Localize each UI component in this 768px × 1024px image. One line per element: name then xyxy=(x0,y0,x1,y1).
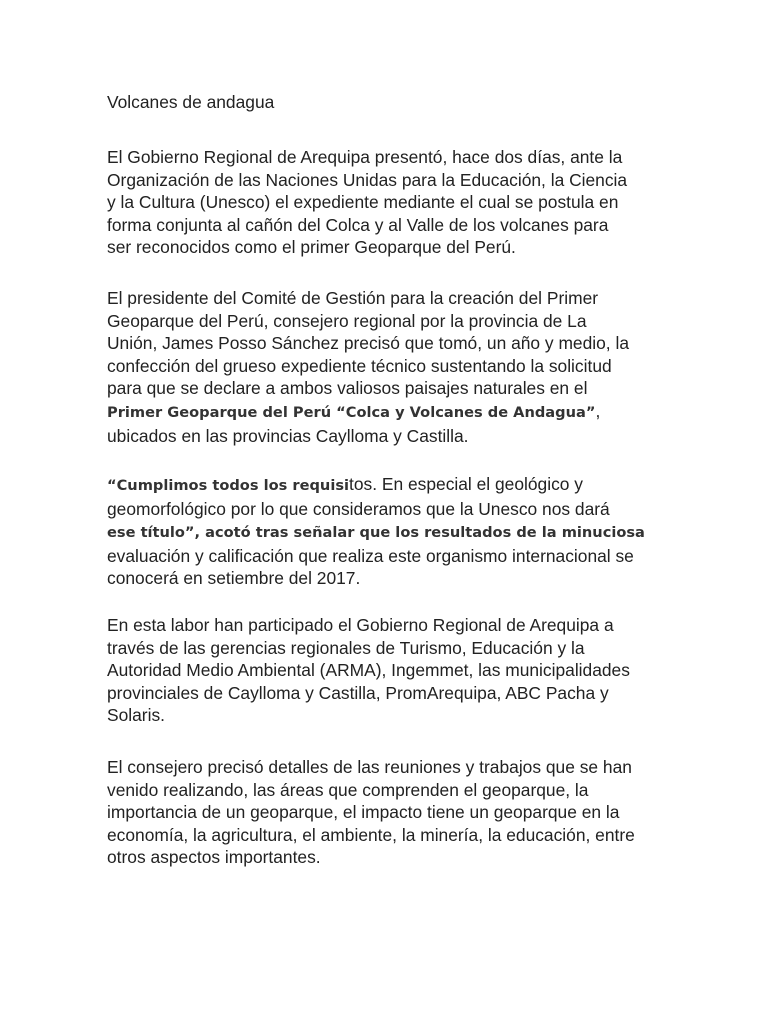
text-line: economía, la agricultura, el ambiente, la minería, la educación, entre xyxy=(107,824,635,845)
text-fragment: , xyxy=(595,400,601,421)
text-line: El Gobierno Regional de Arequipa presentó, hace dos días, ante la xyxy=(107,147,623,167)
text-line: y la Cultura (Unesco) el expediente mediante el cual se postula en xyxy=(107,192,619,213)
text-line: forma conjunta al cañón del Colca y al Valle de los volcanes para xyxy=(107,214,609,235)
text-line: El consejero precisó detalles de las reuniones y trabajos que se han xyxy=(107,757,632,777)
text-line-bold xyxy=(107,400,629,425)
text-line: ubicados en las provincias Caylloma y Castilla. xyxy=(107,425,469,446)
document-title: Volcanes de andagua xyxy=(107,92,275,112)
text-line: geomorfológico por lo que consideramos que la Unesco nos dará xyxy=(107,498,610,519)
bold-text: ese título”, acotó tras señalar que los resultados de la minuciosa xyxy=(107,524,645,542)
text-line: venido realizando, las áreas que comprenden el geoparque, la xyxy=(107,779,589,800)
text-line: En esta labor han participado el Gobierno Regional de Arequipa a xyxy=(107,615,614,635)
text-line xyxy=(107,473,645,498)
text-line: Organización de las Naciones Unidas para la Educación, la Ciencia xyxy=(107,169,628,190)
text-line: través de las gerencias regionales de Turismo, Educación y la xyxy=(107,637,585,658)
text-fragment: tos. En especial el geológico y xyxy=(349,474,583,494)
text-line: Geoparque del Perú, consejero regional por la provincia de La xyxy=(107,310,587,331)
paragraph-5 xyxy=(107,756,635,869)
text-line: confección del grueso expediente técnico sustentando la solicitud xyxy=(107,355,612,376)
bold-text: “Cumplimos todos los requisi xyxy=(107,477,350,494)
paragraph-4 xyxy=(107,614,630,727)
bold-text: Primer Geoparque del Perú “Colca y Volcanes de Andagua” xyxy=(107,403,596,421)
text-line: El presidente del Comité de Gestión para la creación del Primer xyxy=(107,288,599,308)
paragraph-2 xyxy=(107,287,629,447)
text-line: ser reconocidos como el primer Geoparque del Perú. xyxy=(107,237,516,258)
paragraph-1 xyxy=(107,146,627,259)
text-line: importancia de un geoparque, el impacto tiene un geoparque en la xyxy=(107,802,620,823)
paragraph-3 xyxy=(107,473,645,590)
text-line: Solaris. xyxy=(107,705,165,726)
text-line: para que se declare a ambos valiosos paisajes naturales en el xyxy=(107,378,588,399)
text-line: Unión, James Posso Sánchez precisó que tomó, un año y medio, la xyxy=(107,333,630,354)
text-line: evaluación y calificación que realiza este organismo internacional se xyxy=(107,545,634,566)
text-line: Autoridad Medio Ambiental (ARMA), Ingemmet, las municipalidades xyxy=(107,660,630,681)
text-line-bold xyxy=(107,520,645,545)
text-line: otros aspectos importantes. xyxy=(107,847,321,868)
text-line: conocerá en setiembre del 2017. xyxy=(107,568,361,589)
text-line: provinciales de Caylloma y Castilla, PromArequipa, ABC Pacha y xyxy=(107,682,609,703)
